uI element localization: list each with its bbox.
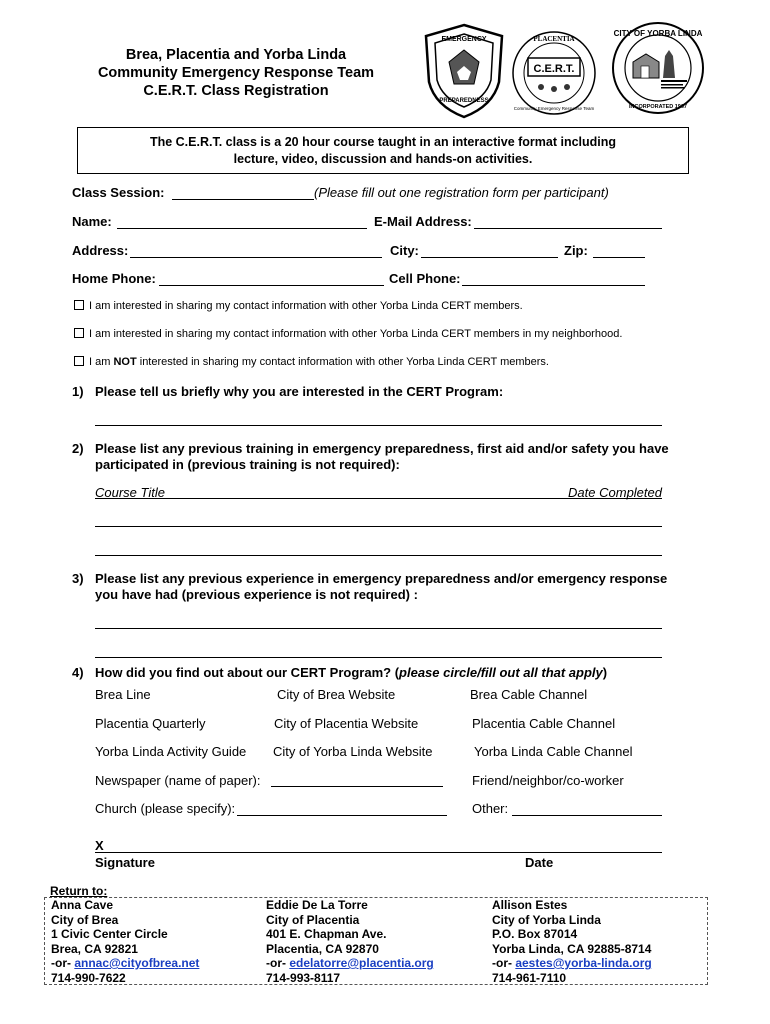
question-4-text: How did you find out about our CERT Program? (please circle/fill out all that apply) <box>95 665 608 680</box>
not-share-checkbox[interactable]: I am NOT interested in sharing my contact information with other Yorba Linda CERT members. <box>74 356 549 368</box>
class-session-note: (Please fill out one registration form per participant) <box>314 185 609 200</box>
svg-text:PLACENTIA: PLACENTIA <box>533 35 575 43</box>
intro-line-1: The C.E.R.T. class is a 20 hour course taught in an interactive format including <box>149 135 617 149</box>
svg-text:C.E.R.T.: C.E.R.T. <box>533 63 575 75</box>
email-link-placentia[interactable]: edelatorre@placentia.org <box>289 956 434 970</box>
checkbox-square-icon[interactable] <box>74 356 84 366</box>
option-placentia-cable[interactable]: Placentia Cable Channel <box>472 716 616 731</box>
question-1-text: Please tell us briefly why you are interested in the CERT Program: <box>95 384 504 399</box>
return-to-label: Return to: <box>50 884 108 898</box>
option-other[interactable]: Other: <box>472 801 509 816</box>
email-link-brea[interactable]: annac@cityofbrea.net <box>74 956 200 970</box>
experience-answer-line-2[interactable] <box>95 657 662 658</box>
course-title-header: Course Title <box>95 485 165 500</box>
address-label: Address: <box>72 243 129 258</box>
home-phone-label: Home Phone: <box>72 271 156 286</box>
experience-answer-line-1[interactable] <box>95 628 662 629</box>
option-brea-line[interactable]: Brea Line <box>95 687 151 702</box>
email-link-yorba-linda[interactable]: aestes@yorba-linda.org <box>515 956 652 970</box>
cell-phone-label: Cell Phone: <box>389 271 461 286</box>
name-field[interactable] <box>117 228 367 229</box>
contact-yorba-linda: Allison Estes City of Yorba Linda P.O. Box 87014 Yorba Linda, CA 92885-8714 -or- aestes@yorba-linda.org 714-961-7110 <box>492 898 652 985</box>
church-field[interactable] <box>237 815 447 816</box>
form-title-line-2: Community Emergency Response Team <box>97 65 375 81</box>
option-placentia-website[interactable]: City of Placentia Website <box>274 716 419 731</box>
contact-placentia: Eddie De La Torre City of Placentia 401 E. Chapman Ave. Placentia, CA 92870 -or- edelatorre@placentia.org 714-993-8117 <box>266 898 434 985</box>
option-yorba-activity-guide[interactable]: Yorba Linda Activity Guide <box>95 744 247 759</box>
question-2-line-1: Please list any previous training in emergency preparedness, first aid and/or safety you have <box>95 441 669 456</box>
option-newspaper[interactable]: Newspaper (name of paper): <box>95 773 261 788</box>
placentia-cert-logo-icon <box>511 27 597 119</box>
option-yorba-website[interactable]: City of Yorba Linda Website <box>273 744 433 759</box>
svg-text:CITY OF YORBA LINDA: CITY OF YORBA LINDA <box>613 29 703 38</box>
training-header-line <box>95 498 662 499</box>
question-3-number: 3) <box>72 571 84 586</box>
city-field[interactable] <box>421 257 558 258</box>
option-friend[interactable]: Friend/neighbor/co-worker <box>472 773 624 788</box>
emergency-preparedness-seal-icon <box>419 22 509 120</box>
intro-line-2: lecture, video, discussion and hands-on activities. <box>233 152 533 166</box>
svg-text:Community Emergency Response T: Community Emergency Response Team <box>513 106 595 111</box>
option-placentia-quarterly[interactable]: Placentia Quarterly <box>95 716 206 731</box>
question-1-number: 1) <box>72 384 84 399</box>
other-field[interactable] <box>512 815 662 816</box>
option-church[interactable]: Church (please specify): <box>95 801 236 816</box>
zip-label: Zip: <box>564 243 588 258</box>
city-of-yorba-linda-seal-icon <box>611 20 705 116</box>
city-label: City: <box>390 243 419 258</box>
class-session-field[interactable] <box>172 199 314 200</box>
question-3-line-1: Please list any previous experience in emergency preparedness and/or emergency response <box>95 571 668 586</box>
svg-text:EMERGENCY: EMERGENCY <box>441 36 487 43</box>
name-label: Name: <box>72 214 112 229</box>
email-field[interactable] <box>474 228 662 229</box>
newspaper-field[interactable] <box>271 786 443 787</box>
checkbox-square-icon[interactable] <box>74 300 84 310</box>
class-session-label: Class Session: <box>72 185 165 200</box>
checkbox-square-icon[interactable] <box>74 328 84 338</box>
question-4-number: 4) <box>72 665 84 680</box>
training-answer-line-1[interactable] <box>95 526 662 527</box>
home-phone-field[interactable] <box>159 285 384 286</box>
svg-text:INCORPORATED 1967: INCORPORATED 1967 <box>629 104 687 110</box>
signature-line[interactable] <box>95 852 662 853</box>
email-label: E-Mail Address: <box>374 214 472 229</box>
course-intro-box <box>77 127 689 174</box>
signature-label: Signature <box>95 855 155 870</box>
share-neighborhood-checkbox[interactable]: I am interested in sharing my contact information with other Yorba Linda CERT members in my neighborhood. <box>74 328 622 340</box>
address-field[interactable] <box>130 257 382 258</box>
share-contact-checkbox[interactable]: I am interested in sharing my contact information with other Yorba Linda CERT members. <box>74 300 523 312</box>
form-title-line-1: Brea, Placentia and Yorba Linda <box>125 47 347 63</box>
zip-field[interactable] <box>593 257 645 258</box>
form-title-line-3: C.E.R.T. Class Registration <box>143 83 329 99</box>
option-brea-cable[interactable]: Brea Cable Channel <box>470 687 588 702</box>
contact-brea: Anna Cave City of Brea 1 Civic Center Circle Brea, CA 92821 -or- annac@cityofbrea.net 714-990-7622 <box>51 898 200 985</box>
svg-text:PREPAREDNESS: PREPAREDNESS <box>439 98 489 104</box>
question-3-line-2: you have had (previous experience is not required) : <box>95 587 418 602</box>
signature-x-mark: X <box>95 838 104 853</box>
question-1-answer-line[interactable] <box>95 425 662 426</box>
option-yorba-cable[interactable]: Yorba Linda Cable Channel <box>474 744 633 759</box>
date-label: Date <box>525 855 554 870</box>
cell-phone-field[interactable] <box>462 285 645 286</box>
question-2-line-2: participated in (previous training is not required): <box>95 457 400 472</box>
question-2-number: 2) <box>72 441 84 456</box>
option-brea-website[interactable]: City of Brea Website <box>277 687 396 702</box>
training-answer-line-2[interactable] <box>95 555 662 556</box>
date-completed-header: Date Completed <box>568 485 662 500</box>
